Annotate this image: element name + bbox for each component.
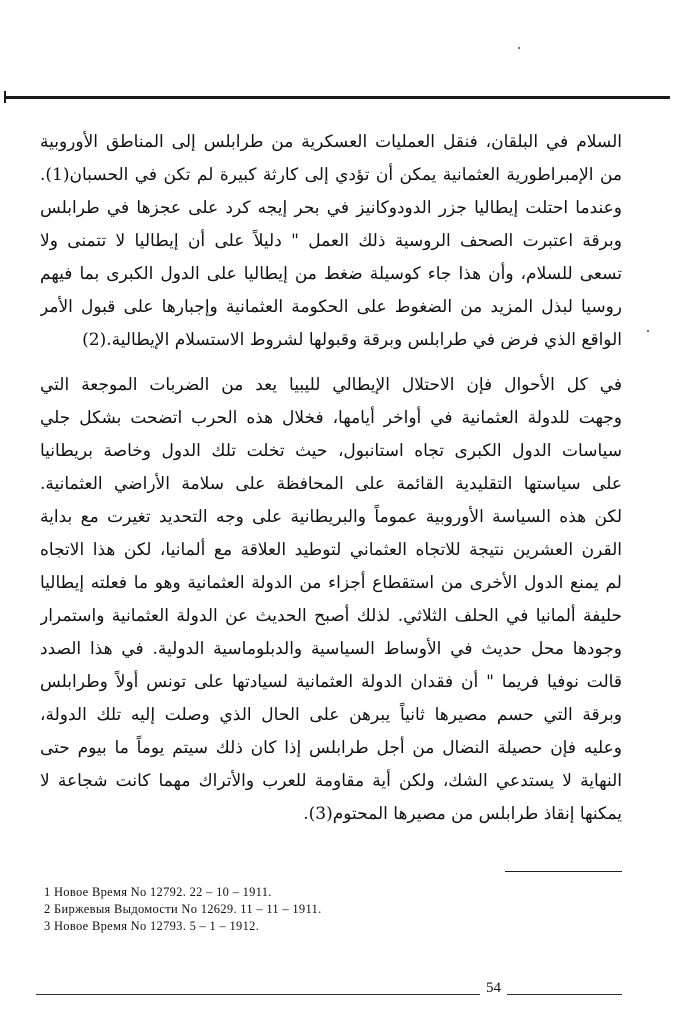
footer-rule [36,994,622,995]
text-line: القرن العشرين نتيجة للاتجاه العثماني لتوطيد العلاقة مع ألمانيا، لكن هذا الاتجاه [40,540,622,560]
scan-speck [647,330,649,332]
text-line: لكن هذه السياسة الأوروبية عموماً والبريطانية على وجه التحديد تغيرت مع بداية [40,507,622,527]
text-line: الواقع الذي فرض في طرابلس وبرقة وقبولها لشروط الاستسلام الإيطالية.(2) [82,330,622,350]
text-line: قالت نوفيا فريما " أن فقدان الدولة العثمانية لسيادتها على تونس أولاً وطرابلس [40,672,622,692]
main-text [40,126,622,831]
text-line: النهاية لا يستدعي الشك، ولكن أية مقاومة للعرب والأتراك مهما كانت شجاعة لا [40,771,622,791]
footnote-separator [505,871,622,872]
text-line: السلام في البلقان، فنقل العمليات العسكرية من طرابلس إلى المناطق الأوروبية [40,132,622,152]
footnote-2: 2 Биржевыя Выдомости No 12629. 11 – 11 – 1911. [44,902,322,916]
paragraph-1 [40,126,622,357]
text-line: على سياستها التقليدية القائمة على المحافظة على سلامة الأراضي العثمانية. [40,474,622,494]
text-line: حليفة ألمانيا في الحلف الثلاثي. لذلك أصبح الحديث عن الدولة العثمانية واستمرار [40,606,622,626]
text-line: سياسات الدول الكبرى تجاه استانبول، حيث تخلت تلك الدول وخاصة بريطانيا [40,441,622,461]
text-line: روسيا لبذل المزيد من الضغوط على الحكومة العثمانية وإجبارها على قبول الأمر [40,297,622,317]
footnote-1: 1 Новое Время No 12792. 22 – 10 – 1911. [44,885,272,899]
text-line: من الإمبراطورية العثمانية يمكن أن تؤدي إلى كارثة كبيرة لم تكن في الحسبان(1). [40,165,622,185]
text-line: وعندما احتلت إيطاليا جزر الدودوكانيز في بحر إيجه كرد على عجزها في طرابلس [40,198,622,218]
paragraph-gap [40,357,622,369]
text-line: تسعى للسلام، وأن هذا جاء كوسيلة ضغط من إيطاليا على الدول الكبرى بما فيهم [40,264,622,284]
text-line: وجهت للدولة العثمانية في أواخر أيامها، فخلال هذه الحرب اتضحت بشكل جلي [40,408,622,428]
text-line: في كل الأحوال فإن الاحتلال الإيطالي لليبيا يعد من الضربات الموجعة التي [40,375,622,395]
text-line: وجودها محل حديث في الأوساط السياسية والدبلوماسية الدولية. في هذا الصدد [40,639,622,659]
text-line: وعليه فإن حصيلة النضال من أجل طرابلس إذا كان ذلك سيتم يوماً ما بيوم حتى [40,738,622,758]
text-line: وبرقة اعتبرت الصحف الروسية ذلك العمل " دليلاً على أن إيطاليا لا تتمنى ولا [40,231,622,251]
text-line: يمكنها إنقاذ طرابلس من مصيرها المحتوم(3). [303,804,622,824]
footnote-3: 3 Новое Время No 12793. 5 – 1 – 1912. [44,919,260,933]
footnotes [44,884,544,935]
header-rule [4,96,670,99]
scan-speck [518,47,520,49]
page-number: 54 [480,978,507,998]
paragraph-2 [40,369,622,831]
text-line: لم يمنع الدول الأخرى من استقطاع أجزاء من الدولة العثمانية وهو ما فعلته إيطاليا [40,573,622,593]
text-line: وبرقة التي حسم مصيرها ثانياً يبرهن على الحال الذي وصلت إليه تلك الدولة، [40,705,622,725]
